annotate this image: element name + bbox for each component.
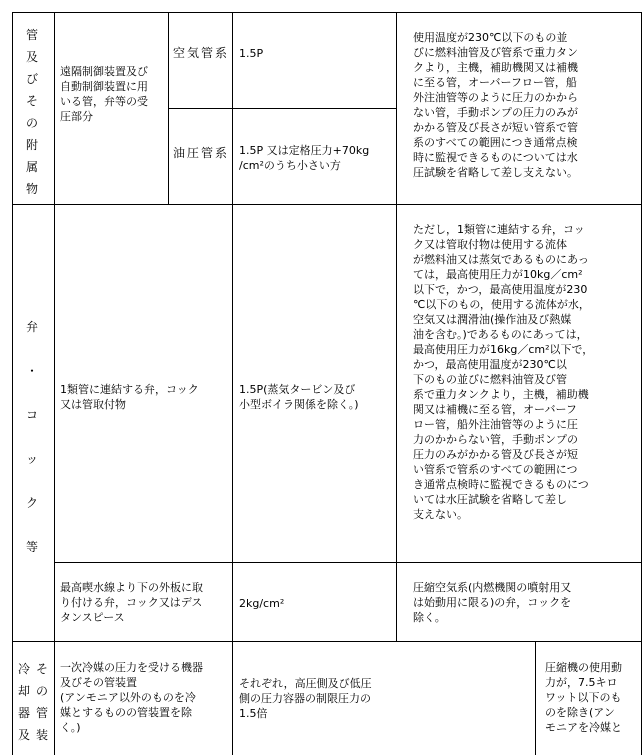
table-border-top — [12, 12, 642, 13]
row-divider — [168, 108, 396, 109]
table-border-right — [641, 12, 642, 755]
part-remote-control: 遠隔制御装置及び 自動制御装置に用 いる管，弁等の受 圧部分 — [60, 65, 148, 123]
air-system-pressure: 1.5P — [239, 47, 264, 60]
row-divider — [54, 562, 642, 563]
table-border-left — [12, 12, 13, 755]
column-divider — [535, 641, 536, 755]
class1-valves-pressure: 1.5P(蒸気タービン及び 小型ボイラ関係を除く。) — [239, 383, 359, 411]
hull-valves-pressure: 2kg/cm² — [239, 597, 285, 610]
section1-note: 使用温度が230℃以下のもの並 びに燃料油管及び管系で重力タン クより，主機，補助機関又は補機 に至る管，オーバーフロー管，船 外注油管等のように圧力のかから ない管，手動ポンプの圧力のみが かかる管及び長さが短い管系で管 系のすべての範囲につき通常点検 時に監視できるものについては水 圧試験を省略して差し支えない。 — [413, 31, 578, 179]
column-divider — [54, 12, 55, 755]
part-class1-valves: 1類管に連結する弁，コック 又は管取付物 — [60, 383, 199, 411]
part-refrigerant-equipment: 一次冷媒の圧力を受ける機器 及びその管装置 (アンモニア以外のものを冷 媒とするものの管装置を除 く。) — [60, 661, 203, 734]
section2-note: ただし，1類管に連結する弁，コッ ク又は管取付物は使用する流体 が燃料油又は蒸気であるものにあっ ては，最高使用圧力が10kg／cm² 以下で，かつ，最高使用温度が230 ℃以下のもの，使用する流体が水， 空気又は潤滑油(操作油及び熱媒 油を含む。)であるものにあっては， 最高使用圧力が16kg／cm²以下で， かつ，最高使用温度が230℃以 下のもの並びに燃料油管及び管 系で重力タンクより，主機，補助機 関又は補機に至る管，オーバーフ ロー管，船外注油管等のように圧 力のかからない管，手動ポンプの 圧力のみがかかる管及び長さが短 い管系で管系のすべての範囲につ き通常点検時に監視できるものにつ いては水圧試験を省略して差し 支えない。 — [413, 223, 594, 521]
column-divider — [232, 12, 233, 755]
section-divider — [12, 641, 642, 642]
category-valves-cocks: 弁 ・ コ ッ ク 等 — [25, 320, 38, 554]
column-divider — [396, 12, 397, 642]
refrigerant-pressure: それぞれ，高圧側及び低圧 側の圧力容器の制限圧力の 1.5倍 — [239, 677, 372, 720]
category-refrigeration-col1: 冷 却 器 及 — [17, 662, 30, 742]
hull-valves-note: 圧縮空気系(内燃機関の噴射用又 は始動用に限る)の弁，コックを 除く。 — [413, 581, 572, 624]
category-piping-attachments: 管 及 び そ の 附 属 物 — [25, 28, 38, 196]
refrigerant-note: 圧縮機の使用動 力が，7.5キロ ワット以下のも のを除き(アン モニアを冷媒と — [545, 661, 622, 734]
air-system-label: 空気管系 — [173, 46, 230, 60]
oil-system-label: 油圧管系 — [173, 146, 230, 160]
section-divider — [12, 204, 642, 205]
part-hull-valves: 最高喫水線より下の外板に取 り付ける弁，コック又はデス タンスピース — [60, 581, 203, 624]
oil-system-pressure: 1.5P 又は定格圧力+70kg /cm²のうち小さい方 — [239, 144, 370, 172]
category-refrigeration-col2: そ の 管 装 — [35, 662, 48, 742]
column-divider — [168, 12, 169, 204]
